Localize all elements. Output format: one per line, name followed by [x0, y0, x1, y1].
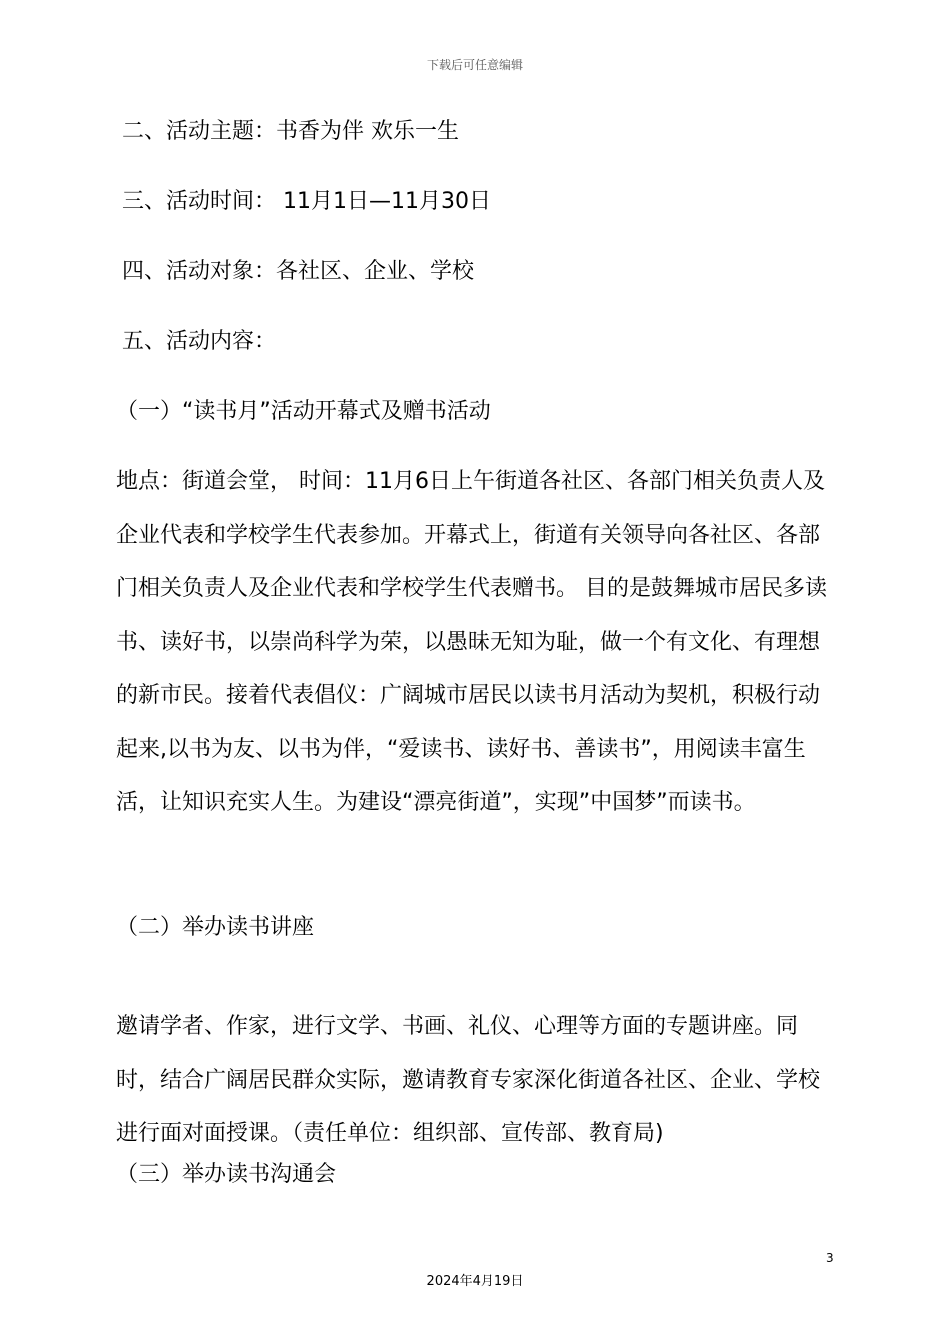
activity-time: 三、活动时间： 11月1日—11月30日 [122, 189, 491, 214]
section-1-heading: （一）“读书月”活动开幕式及赠书活动 [116, 399, 491, 424]
activity-content-heading: 五、活动内容： [122, 329, 277, 354]
activity-target: 四、活动对象：各社区、企业、学校 [122, 259, 475, 284]
section-2-paragraph: 邀请学者、作家，进行文学、书画、礼仪、心理等方面的专题讲座。同时，结合广阔居民群众实际，邀请教育专家深化街道各社区、企业、学校进行面对面授课。（责任单位：组织部、宣传部、教育局) [116, 1014, 821, 1146]
page-header: 下载后可任意编辑 [426, 58, 523, 72]
section-1-paragraph: 地点：街道会堂， 时间：11月6日上午街道各社区、各部门相关负责人及企业代表和学校学生代表参加。开幕式上，街道有关领导向各社区、各部门相关负责人及企业代表和学校学生代表赠书。 目的是鼓舞城市居民多读书、读好书，以崇尚科学为荣，以愚昧无知为耻，做一个有文化、有理想的新市民。接着代表倡仪：广阔城市居民以读书月活动为契机，积极行动起来,以书为友、以书为伴，“爱读书、读好书、善读书”，用阅读丰富生活，让知识充实人生。为建设“漂亮街道”，实现”中国梦”而读书。 [116, 469, 827, 815]
activity-theme: 二、活动主题：书香为伴 欢乐一生 [122, 119, 459, 144]
section-2-heading: （二）举办读书讲座 [116, 915, 315, 940]
page-number: 3 [826, 1251, 834, 1265]
footer-date: 2024年4月19日 [426, 1274, 524, 1289]
section-3-heading: （三）举办读书沟通会 [116, 1162, 337, 1187]
